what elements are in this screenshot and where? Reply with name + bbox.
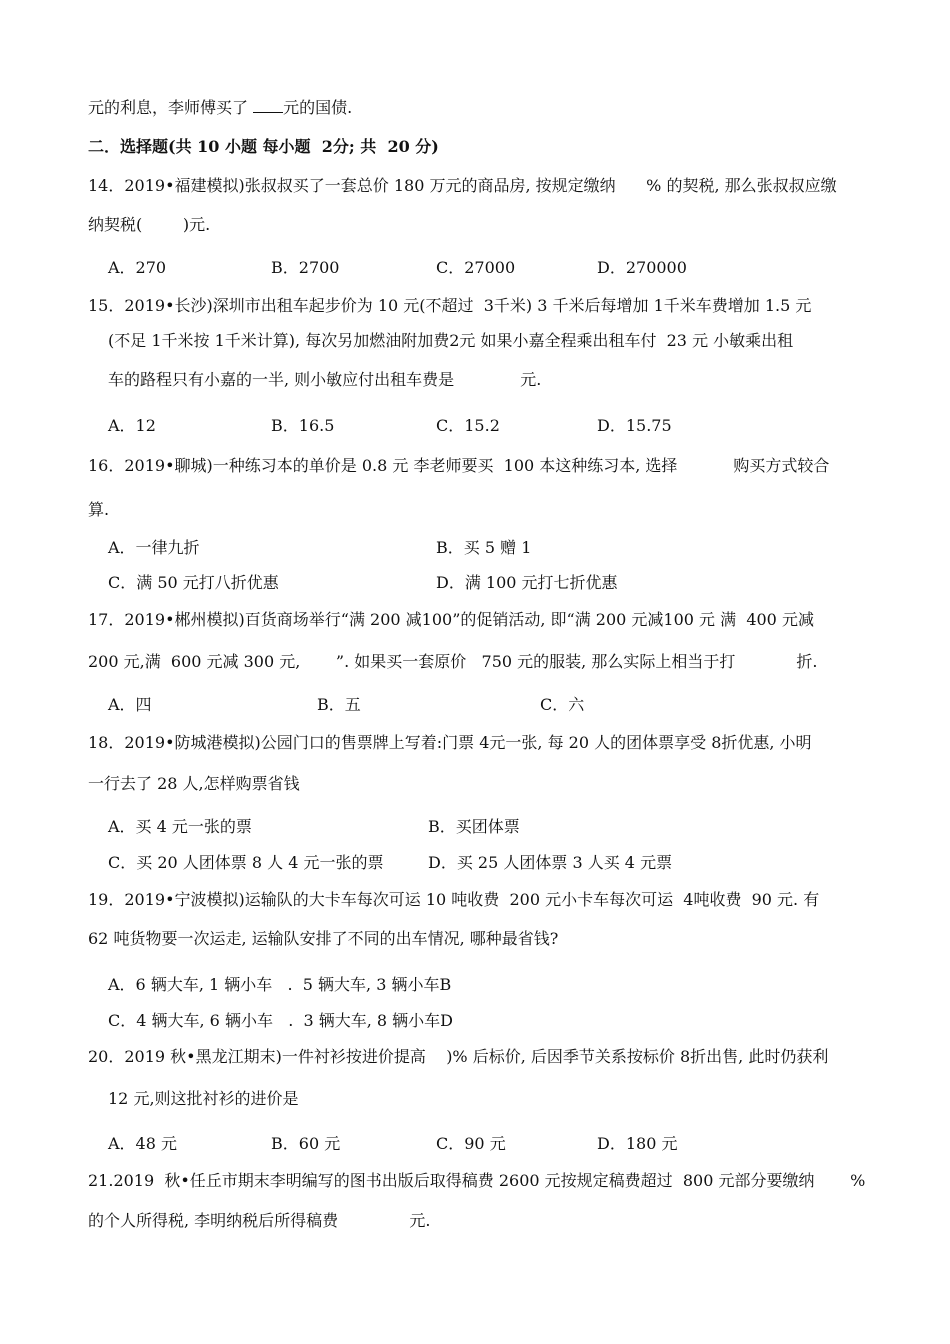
q14-line2: 纳契税( )元. (88, 215, 211, 234)
top-line (88, 98, 352, 118)
q18-option-a[interactable]: A．买 4 元一张的票 (108, 817, 252, 836)
q14-option-a[interactable]: A．270 (108, 258, 167, 277)
q15-line2: (不足 1千米按 1千米计算), 每次另加燃油附加费2元 如果小嘉全程乘出租车付 23 元 小敏乘出租 (108, 331, 794, 350)
q15-option-b[interactable]: B．16.5 (271, 416, 335, 435)
q18-line1: 18．2019•防城港模拟)公园门口的售票牌上写着:门票 4元一张, 每 20 人的团体票享受 8折优惠, 小明 (88, 733, 812, 752)
top-line-text: 元的利息，李师傅买了 (88, 98, 254, 117)
q14-option-d[interactable]: D．270000 (597, 258, 687, 277)
q19-line1: 19．2019•宁波模拟)运输队的大卡车每次可运 10 吨收费 200 元小卡车每次可运 4吨收费 90 元. 有 (88, 890, 820, 909)
q19-line2: 62 吨货物要一次运走, 运输队安排了不同的出车情况, 哪种最省钱? (88, 929, 559, 948)
q16-option-d[interactable]: D．满 100 元打七折优惠 (436, 573, 618, 592)
q15-option-c[interactable]: C．15.2 (436, 416, 500, 435)
q16-option-a[interactable]: A．一律九折 (108, 538, 200, 557)
q14-line1: 14．2019•福建模拟)张叔叔买了一套总价 180 万元的商品房, 按规定缴纳 % 的契税, 那么张叔叔应缴 (88, 176, 837, 195)
q20-option-b[interactable]: B．60 元 (271, 1134, 341, 1153)
q17-option-c[interactable]: C．六 (540, 695, 585, 714)
q20-option-c[interactable]: C．90 元 (436, 1134, 506, 1153)
q19-options-ab[interactable]: A．6 辆大车, 1 辆小车 . 5 辆大车, 3 辆小车B (108, 975, 452, 994)
q14-option-b[interactable]: B．2700 (271, 258, 340, 277)
q17-line1: 17．2019•郴州模拟)百货商场举行“满 200 减100”的促销活动, 即“满 200 元减100 元 满 400 元减 (88, 610, 814, 629)
answer-blank (253, 112, 283, 113)
q15-line1: 15．2019•长沙)深圳市出租车起步价为 10 元(不超过 3千米) 3 千米后每增加 1千米车费增加 1.5 元 (88, 296, 812, 315)
q15-option-a[interactable]: A．12 (108, 416, 156, 435)
section-header: 二．选择题(共 10 小题 每小题 2分; 共 20 分) (88, 137, 439, 156)
q18-option-d[interactable]: D．买 25 人团体票 3 人买 4 元票 (428, 853, 673, 872)
q16-line1: 16．2019•聊城)一种练习本的单价是 0.8 元 李老师要买 100 本这种练习本, 选择 购买方式较合 (88, 456, 830, 475)
q15-option-d[interactable]: D．15.75 (597, 416, 672, 435)
q20-option-a[interactable]: A．48 元 (108, 1134, 178, 1153)
q17-line2: 200 元,满 600 元减 300 元, ”. 如果买一套原价 750 元的服装, 那么实际上相当于打 折. (88, 652, 818, 671)
q18-line2: 一行去了 28 人,怎样购票省钱 (88, 774, 300, 793)
q16-line2: 算. (88, 500, 110, 519)
q16-option-b[interactable]: B．买 5 赠 1 (436, 538, 532, 557)
q14-option-c[interactable]: C．27000 (436, 258, 516, 277)
q15-line3: 车的路程只有小嘉的一半, 则小敏应付出租车费是 元. (108, 370, 542, 389)
q18-option-c[interactable]: C．买 20 人团体票 8 人 4 元一张的票 (108, 853, 384, 872)
q19-options-cd[interactable]: C．4 辆大车, 6 辆小车 . 3 辆大车, 8 辆小车D (108, 1011, 453, 1030)
q17-option-a[interactable]: A．四 (108, 695, 152, 714)
q18-option-b[interactable]: B．买团体票 (428, 817, 520, 836)
q16-option-c[interactable]: C．满 50 元打八折优惠 (108, 573, 279, 592)
q21-line2: 的个人所得税, 李明纳税后所得稿费 元. (88, 1211, 431, 1230)
q17-option-b[interactable]: B．五 (317, 695, 361, 714)
q20-line1: 20．2019 秋•黑龙江期末)一件衬衫按进价提高 )% 后标价, 后因季节关系按标价 8折出售, 此时仍获利 (88, 1047, 829, 1066)
q20-line2: 12 元,则这批衬衫的进价是 (108, 1089, 299, 1108)
top-line-tail: 元的国债. (283, 98, 353, 117)
q21-line1: 21.2019 秋•任丘市期末李明编写的图书出版后取得稿费 2600 元按规定稿费超过 800 元部分要缴纳 % (88, 1171, 866, 1190)
q20-option-d[interactable]: D．180 元 (597, 1134, 678, 1153)
